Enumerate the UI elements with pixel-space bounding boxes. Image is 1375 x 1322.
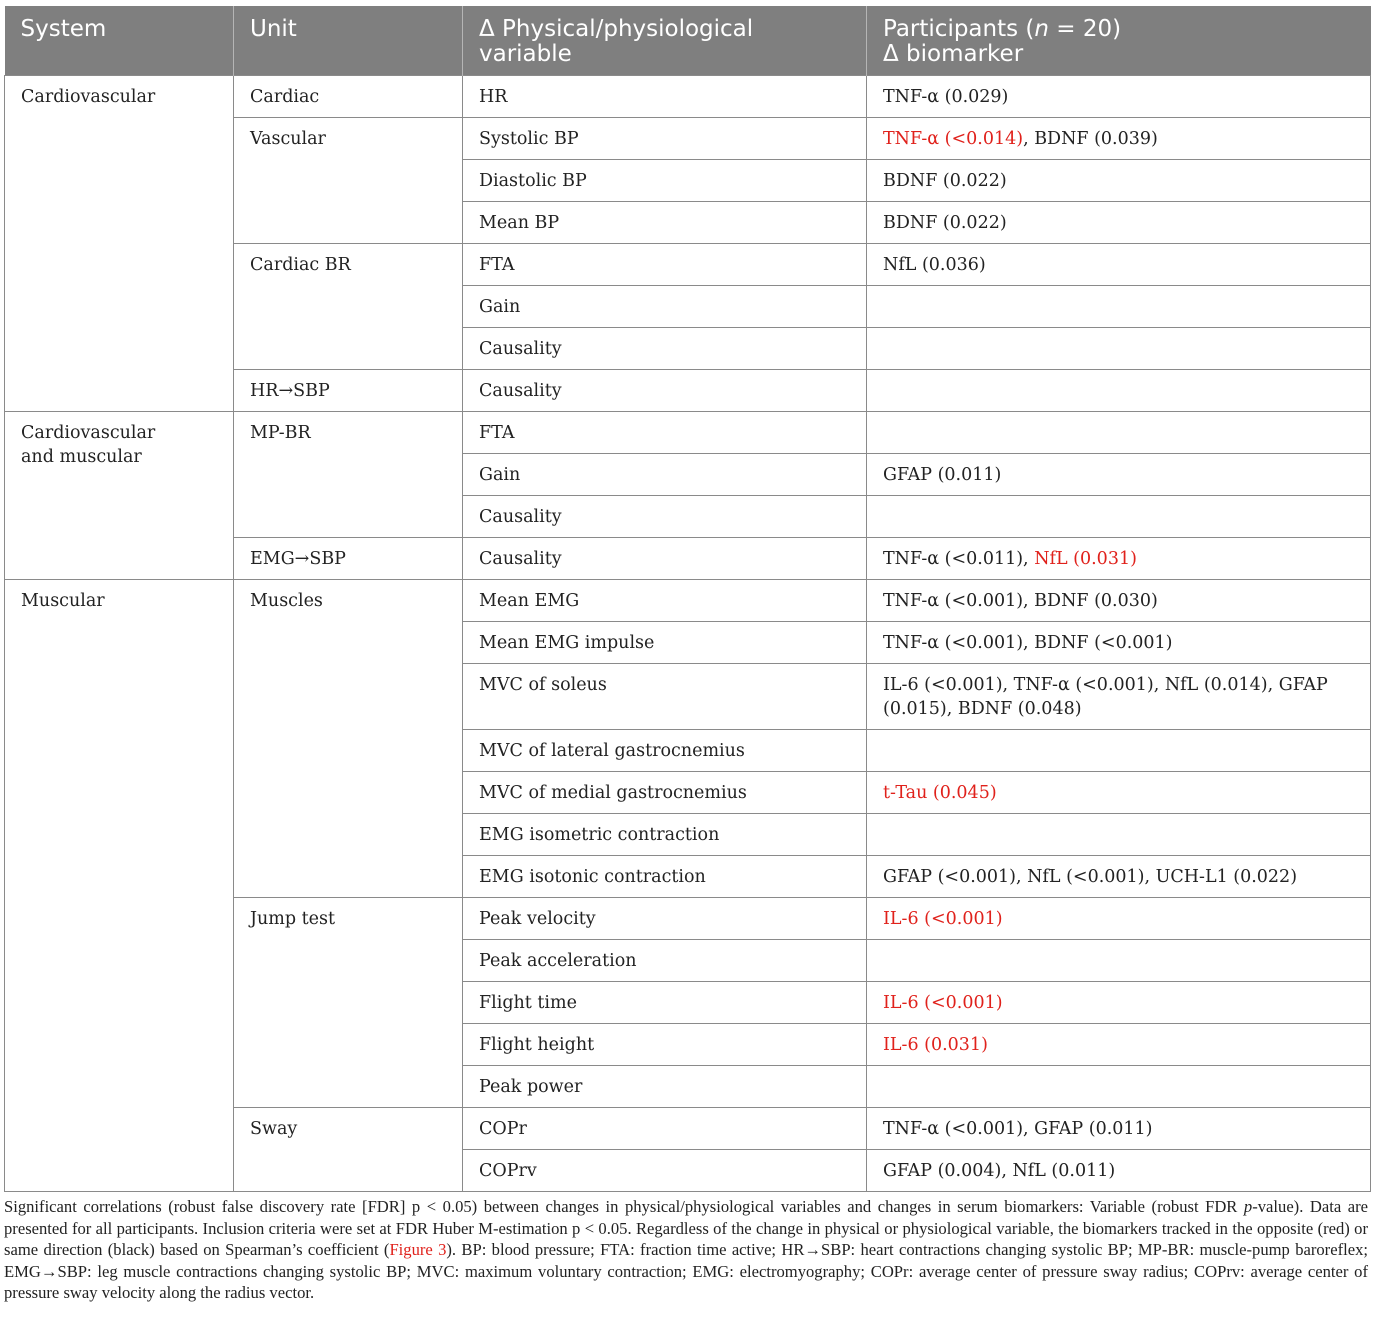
biomarker-cell — [867, 370, 1371, 412]
biomarker-cell — [867, 496, 1371, 538]
biomarker-text-opposite: IL-6 (0.031) — [883, 1035, 988, 1055]
biomarker-text-opposite: IL-6 (<0.001) — [883, 993, 1003, 1013]
system-cell: Cardiovascular and muscular — [5, 412, 234, 580]
biomarker-cell — [867, 538, 1371, 580]
system-cell: Muscular — [5, 580, 234, 1192]
unit-cell: Vascular — [234, 118, 463, 244]
biomarker-text-opposite: IL-6 (<0.001) — [883, 909, 1003, 929]
biomarker-cell — [867, 814, 1371, 856]
unit-cell: MP-BR — [234, 412, 463, 538]
header-participants-pre: Participants ( — [883, 16, 1035, 42]
biomarker-cell — [867, 160, 1371, 202]
variable-cell: EMG isotonic contraction — [463, 856, 867, 898]
biomarker-cell — [867, 982, 1371, 1024]
variable-cell: Peak acceleration — [463, 940, 867, 982]
biomarker-cell — [867, 1066, 1371, 1108]
biomarker-cell — [867, 856, 1371, 898]
biomarker-cell — [867, 622, 1371, 664]
biomarker-cell — [867, 940, 1371, 982]
biomarker-text: BDNF (0.022) — [883, 171, 1007, 191]
variable-cell: Gain — [463, 286, 867, 328]
variable-cell: COPrv — [463, 1150, 867, 1192]
biomarker-cell — [867, 664, 1371, 730]
variable-cell: FTA — [463, 412, 867, 454]
unit-cell: Cardiac — [234, 76, 463, 118]
biomarker-cell — [867, 898, 1371, 940]
unit-cell: HR→SBP — [234, 370, 463, 412]
biomarker-text: GFAP (0.004), NfL (0.011) — [883, 1161, 1116, 1181]
biomarker-text: , BDNF (0.039) — [1023, 129, 1158, 149]
biomarker-text-opposite: TNF-α (<0.014) — [883, 129, 1024, 149]
biomarker-text: TNF-α (<0.011), — [883, 549, 1035, 569]
table-container — [4, 6, 1370, 1192]
biomarker-text: BDNF (0.022) — [883, 213, 1007, 233]
table-row — [5, 76, 1371, 118]
biomarker-cell — [867, 454, 1371, 496]
header-participants-n: n — [1034, 16, 1049, 42]
variable-cell: Flight time — [463, 982, 867, 1024]
biomarker-text: GFAP (<0.001), NfL (<0.001), UCH-L1 (0.022) — [883, 867, 1298, 887]
header-system: System — [5, 6, 234, 76]
table-row — [5, 580, 1371, 622]
biomarker-cell — [867, 1108, 1371, 1150]
variable-cell: Mean EMG — [463, 580, 867, 622]
header-variable — [463, 6, 867, 76]
footnote-text-2: -value). Data are presented for all participants. Inclusion criteria were set at FDR Huber M-estimation p < 0.05. Regardless of the change in physical or physiological variable, the biomarkers tracked in the opposite (red) or same direction (black) based on Spearman’s coefficient ( — [4, 1197, 1369, 1259]
variable-cell: HR — [463, 76, 867, 118]
footnote-italic-p: p — [1243, 1197, 1253, 1216]
variable-cell: MVC of medial gastrocnemius — [463, 772, 867, 814]
biomarker-text: TNF-α (0.029) — [883, 87, 1009, 107]
variable-cell: Causality — [463, 370, 867, 412]
biomarker-cell — [867, 1024, 1371, 1066]
biomarker-cell — [867, 730, 1371, 772]
variable-cell: Causality — [463, 328, 867, 370]
variable-cell: MVC of soleus — [463, 664, 867, 730]
biomarker-cell — [867, 244, 1371, 286]
unit-cell: Cardiac BR — [234, 244, 463, 370]
unit-cell: EMG→SBP — [234, 538, 463, 580]
header-participants — [867, 6, 1371, 76]
table-footnote — [4, 1196, 1368, 1304]
unit-cell: Muscles — [234, 580, 463, 898]
biomarker-text: GFAP (0.011) — [883, 465, 1002, 485]
biomarker-text: NfL (0.036) — [883, 255, 986, 275]
footnote-text-1: Significant correlations (robust false discovery rate [FDR] p < 0.05) between changes in physical/physiological variables and changes in serum biomarkers: Variable (robust FDR — [4, 1197, 1244, 1216]
biomarker-cell — [867, 286, 1371, 328]
header-unit: Unit — [234, 6, 463, 76]
header-participants-post: = 20) — [1048, 16, 1122, 42]
biomarker-text-opposite: t-Tau (0.045) — [883, 783, 997, 803]
variable-cell: FTA — [463, 244, 867, 286]
biomarker-text-opposite: NfL (0.031) — [1034, 549, 1137, 569]
biomarker-cell — [867, 202, 1371, 244]
variable-cell: Causality — [463, 496, 867, 538]
table-row — [5, 412, 1371, 454]
variable-cell: Gain — [463, 454, 867, 496]
figure-3-link[interactable]: Figure 3 — [389, 1240, 447, 1259]
variable-cell: Mean EMG impulse — [463, 622, 867, 664]
variable-cell: Peak power — [463, 1066, 867, 1108]
biomarker-cell — [867, 76, 1371, 118]
biomarker-text: TNF-α (<0.001), BDNF (<0.001) — [883, 633, 1173, 653]
variable-cell: Flight height — [463, 1024, 867, 1066]
biomarker-cell — [867, 412, 1371, 454]
variable-cell: Peak velocity — [463, 898, 867, 940]
footnote-text-3: ). BP: blood pressure; FTA: fraction time active; HR→SBP: heart contractions changing systolic BP; MP-BR: muscle-pump baroreflex; EMG→SBP: leg muscle contractions changing systolic BP; MVC: maximum voluntary contraction; EMG: electromyography; COPr: average center of pressure sway radius; COPrv: average center of pressure sway velocity along the radius vector. — [4, 1240, 1368, 1302]
unit-cell: Jump test — [234, 898, 463, 1108]
biomarker-cell — [867, 118, 1371, 160]
table-header-row — [5, 6, 1371, 76]
biomarker-cell — [867, 772, 1371, 814]
header-variable-line1: Δ Physical/physiological — [479, 16, 754, 42]
results-table — [4, 6, 1371, 1192]
variable-cell: Mean BP — [463, 202, 867, 244]
biomarker-cell — [867, 1150, 1371, 1192]
variable-cell: COPr — [463, 1108, 867, 1150]
variable-cell: EMG isometric contraction — [463, 814, 867, 856]
biomarker-cell — [867, 328, 1371, 370]
biomarker-text: TNF-α (<0.001), GFAP (0.011) — [883, 1119, 1153, 1139]
variable-cell: Systolic BP — [463, 118, 867, 160]
system-cell: Cardiovascular — [5, 76, 234, 412]
biomarker-text: IL-6 (<0.001), TNF-α (<0.001), NfL (0.014), GFAP (0.015), BDNF (0.048) — [883, 675, 1328, 719]
header-biomarker: Δ biomarker — [883, 41, 1024, 67]
variable-cell: Diastolic BP — [463, 160, 867, 202]
header-variable-line2: variable — [479, 41, 572, 67]
variable-cell: Causality — [463, 538, 867, 580]
biomarker-cell — [867, 580, 1371, 622]
unit-cell: Sway — [234, 1108, 463, 1192]
biomarker-text: TNF-α (<0.001), BDNF (0.030) — [883, 591, 1158, 611]
variable-cell: MVC of lateral gastrocnemius — [463, 730, 867, 772]
